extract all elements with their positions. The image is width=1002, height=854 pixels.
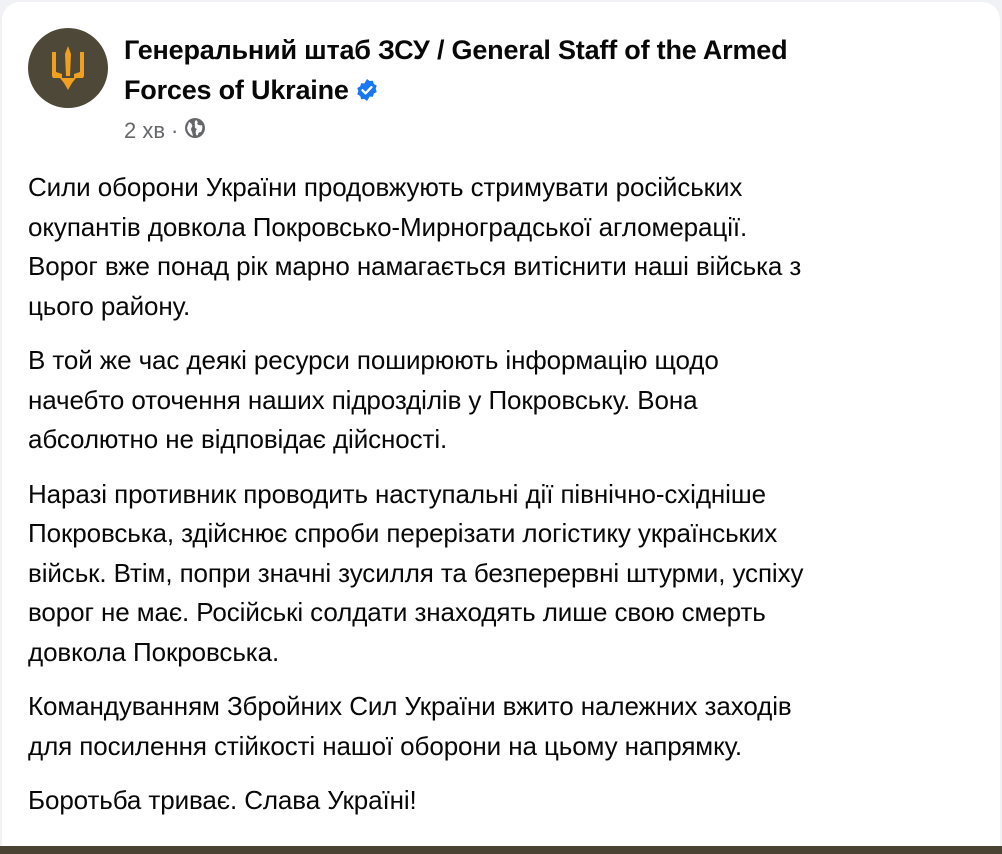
post-text [28,168,988,836]
paragraph-2: В той же час деякі ресурси поширюють інформацію щодо начебто оточення наших підрозділів у Покровську. Вона абсолютно не відповідає дійсності. [28,345,719,454]
paragraph-5: Боротьба триває. Слава Україні! [28,785,417,815]
attached-image-edge [0,846,1002,854]
paragraph-1: Сили оборони України продовжують стримувати російських окупантів довкола Покровсько-Мирноградської агломерації. Ворог вже понад рік марно намагається витіснити наші війська з цього району. [28,172,802,321]
trident-icon [50,46,86,90]
author-avatar[interactable] [28,28,108,108]
post-card [2,2,1000,848]
separator: · [171,118,179,143]
post-meta [124,117,206,145]
globe-icon[interactable] [184,117,206,145]
paragraph-4: Командуванням Збройних Сил України вжито належних заходів для посилення стійкості нашої оборони на цьому напрямку. [28,691,792,761]
author-name[interactable]: Генеральний штаб ЗСУ / General Staff of the Armed Forces of Ukraine [124,30,924,113]
verified-badge-icon [355,73,379,113]
paragraph-3: Наразі противник проводить наступальні дії північно-східніше Покровська, здійснює спроби перерізати логістику українських військ. Втім, попри значні зусилля та безперервні штурми, успіху ворог не має. Російські солдати знаходять лише свою смерть довкола Покровська. [28,478,804,667]
post-time[interactable]: 2 хв [124,118,166,143]
